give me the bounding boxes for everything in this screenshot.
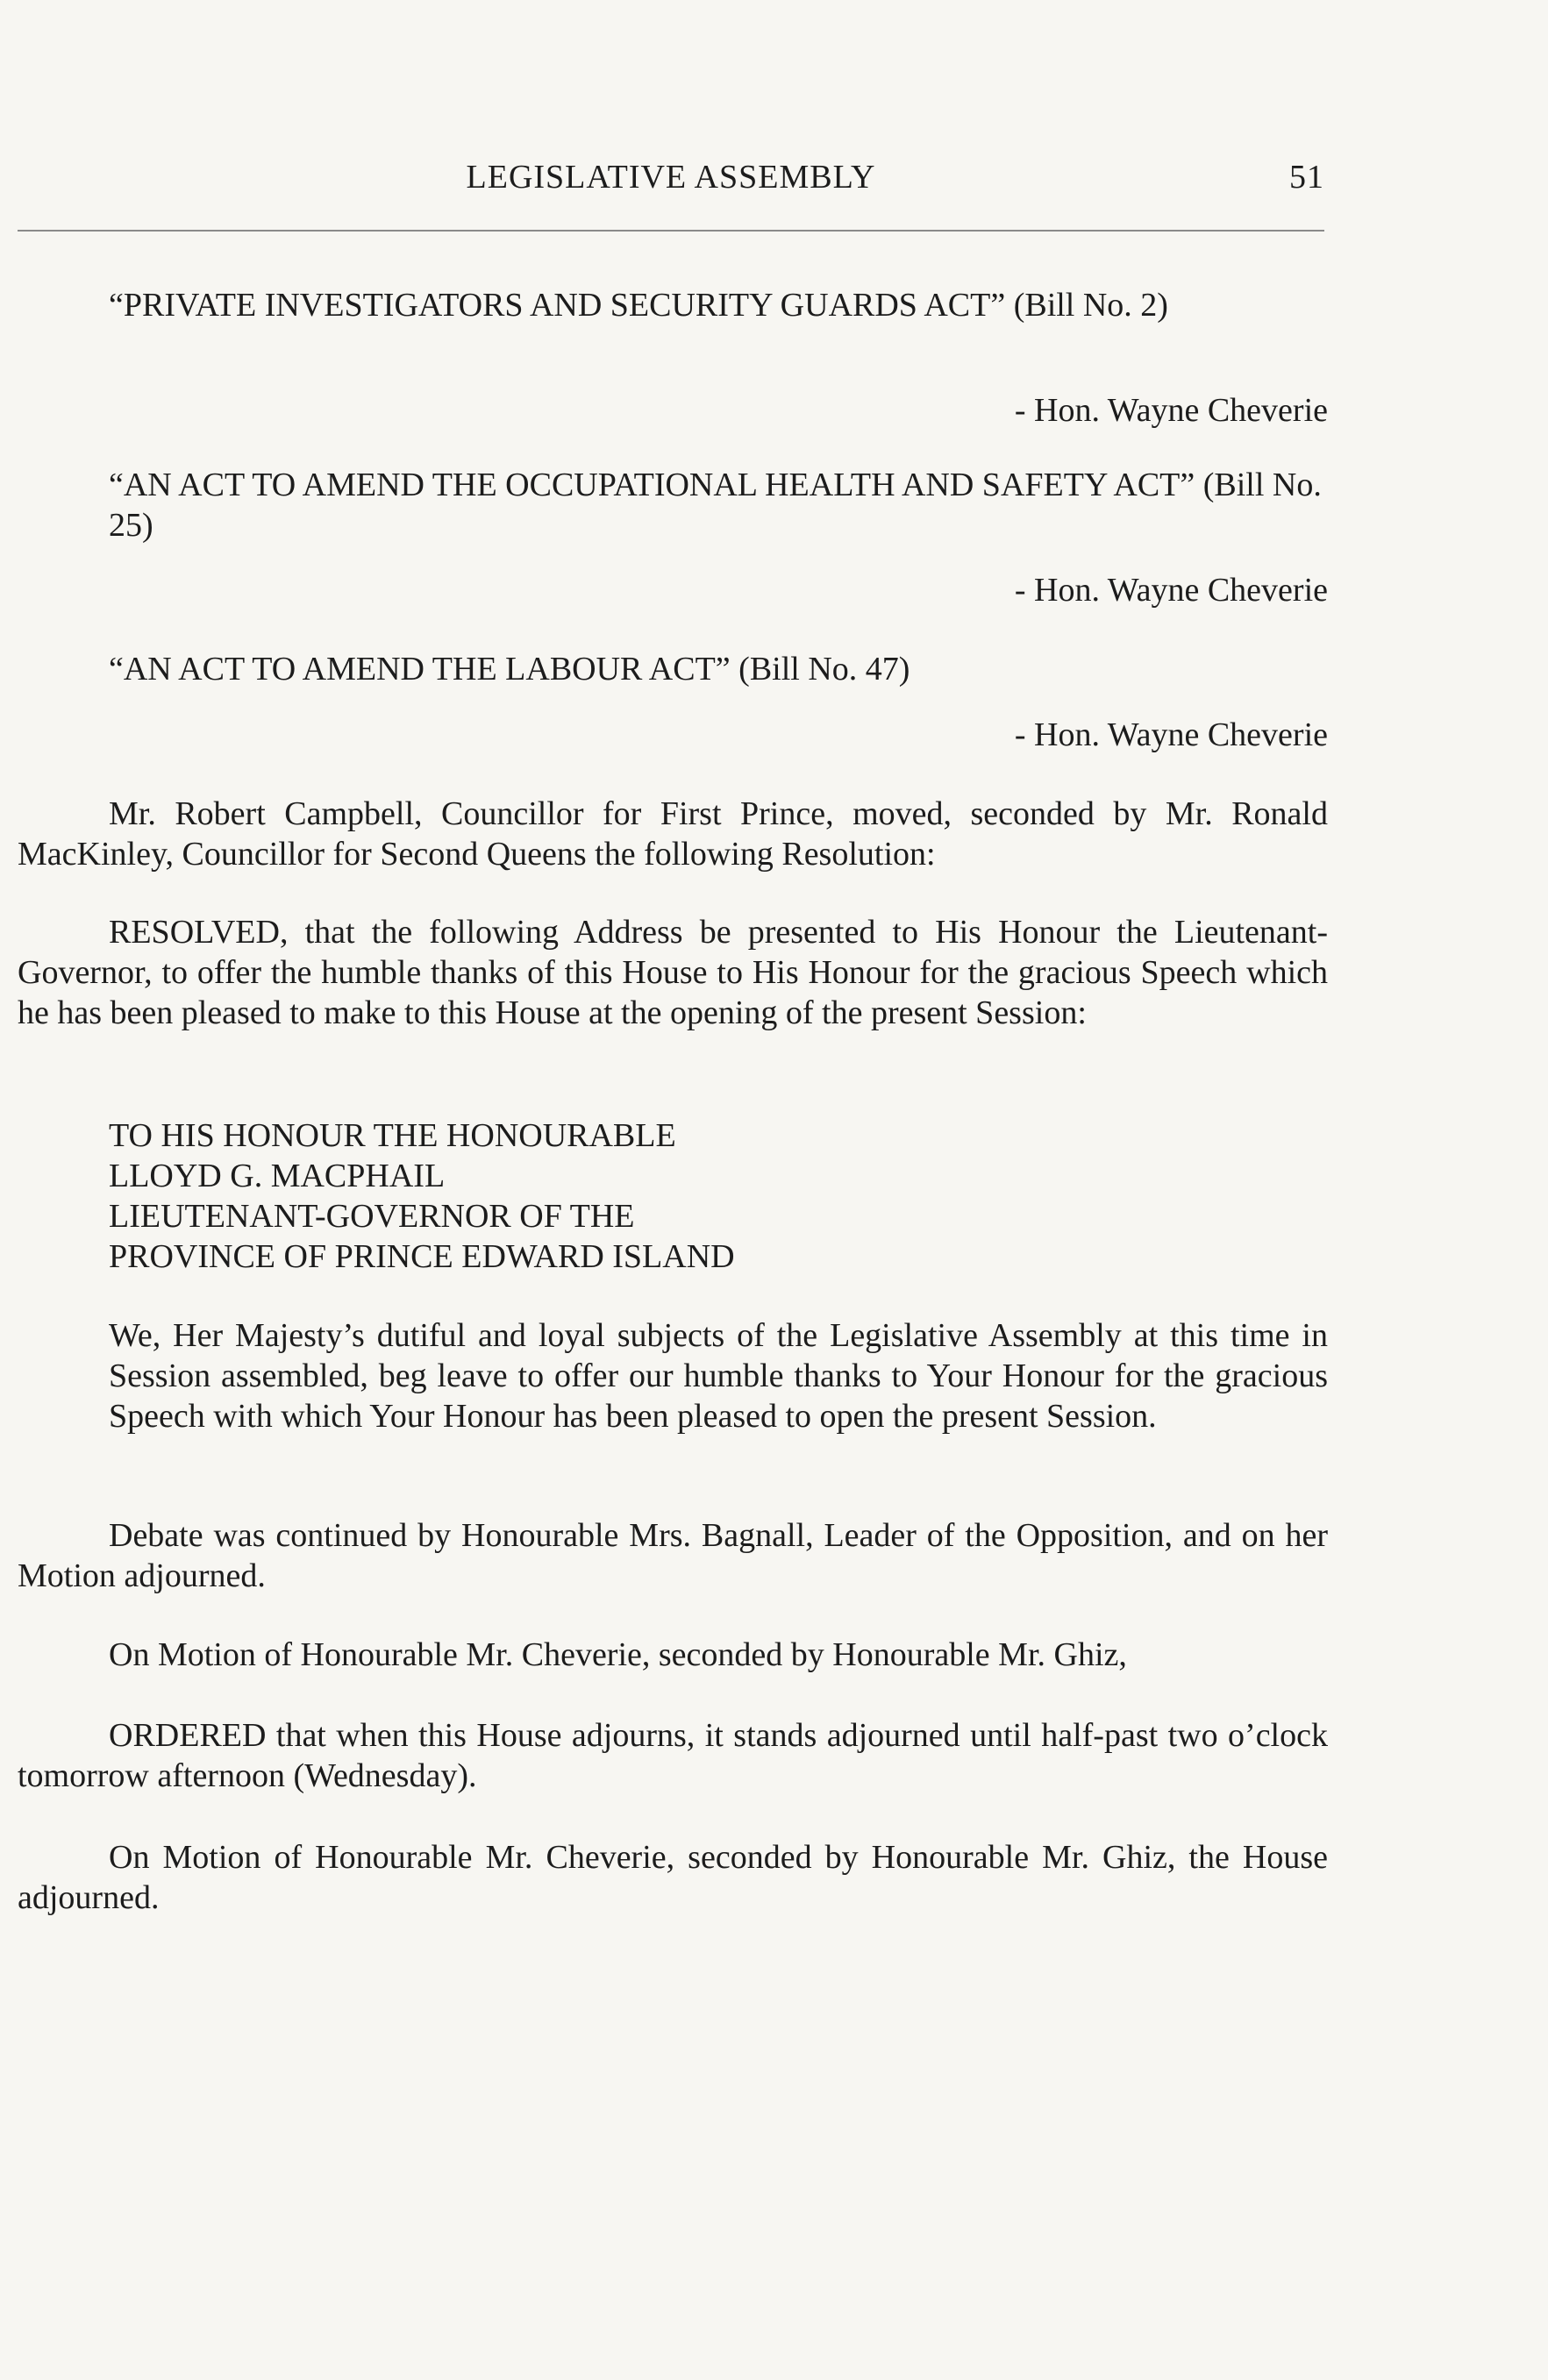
ordered-paragraph: ORDERED that when this House adjourns, it stands adjourned until half-past two o’clock tomorrow afternoon (Wednesday). <box>18 1717 1328 1794</box>
debate-paragraph: Debate was continued by Honourable Mrs. Bagnall, Leader of the Opposition, and on her Motion adjourned. <box>18 1517 1328 1594</box>
address-line: LLOYD G. MACPHAIL <box>109 1158 446 1194</box>
header-rule <box>18 230 1324 232</box>
bill-sponsor: - Hon. Wayne Cheverie <box>1014 392 1328 429</box>
address-heading <box>109 1115 1328 1277</box>
page-number: 51 <box>1289 159 1324 196</box>
running-title: LEGISLATIVE ASSEMBLY <box>466 159 876 196</box>
bill-title: “AN ACT TO AMEND THE LABOUR ACT” (Bill No. 47) <box>109 651 910 688</box>
address-line: TO HIS HONOUR THE HONOURABLE <box>109 1117 676 1154</box>
motion-introduction: Mr. Robert Campbell, Councillor for First Prince, moved, seconded by Mr. Ronald MacKinley, Councillor for Second Queens the following Resolution: <box>18 795 1328 873</box>
page-header <box>18 158 1324 210</box>
resolution-paragraph: RESOLVED, that the following Address be presented to His Honour the Lieutenant-Governor, to offer the humble thanks of this House to His Honour for the gracious Speech which he has been pleased to make to this House at the opening of the present Session: <box>18 914 1328 1031</box>
address-line: PROVINCE OF PRINCE EDWARD ISLAND <box>109 1238 735 1275</box>
bill-sponsor: - Hon. Wayne Cheverie <box>1014 716 1328 753</box>
motion-paragraph: On Motion of Honourable Mr. Cheverie, seconded by Honourable Mr. Ghiz, <box>109 1636 1127 1673</box>
bill-title: “AN ACT TO AMEND THE OCCUPATIONAL HEALTH AND SAFETY ACT” (Bill No. 25) <box>109 467 1322 544</box>
address-line: LIEUTENANT-GOVERNOR OF THE <box>109 1198 635 1235</box>
adjournment-paragraph: On Motion of Honourable Mr. Cheverie, seconded by Honourable Mr. Ghiz, the House adjourned. <box>18 1839 1328 1916</box>
address-body: We, Her Majesty’s dutiful and loyal subjects of the Legislative Assembly at this time in Session assembled, beg leave to offer our humble thanks to Your Honour for the gracious Speech with which Your Honour has been pleased to open the present Session. <box>109 1317 1328 1435</box>
bill-title: “PRIVATE INVESTIGATORS AND SECURITY GUARDS ACT” (Bill No. 2) <box>109 287 1168 324</box>
bill-sponsor: - Hon. Wayne Cheverie <box>1014 572 1328 609</box>
